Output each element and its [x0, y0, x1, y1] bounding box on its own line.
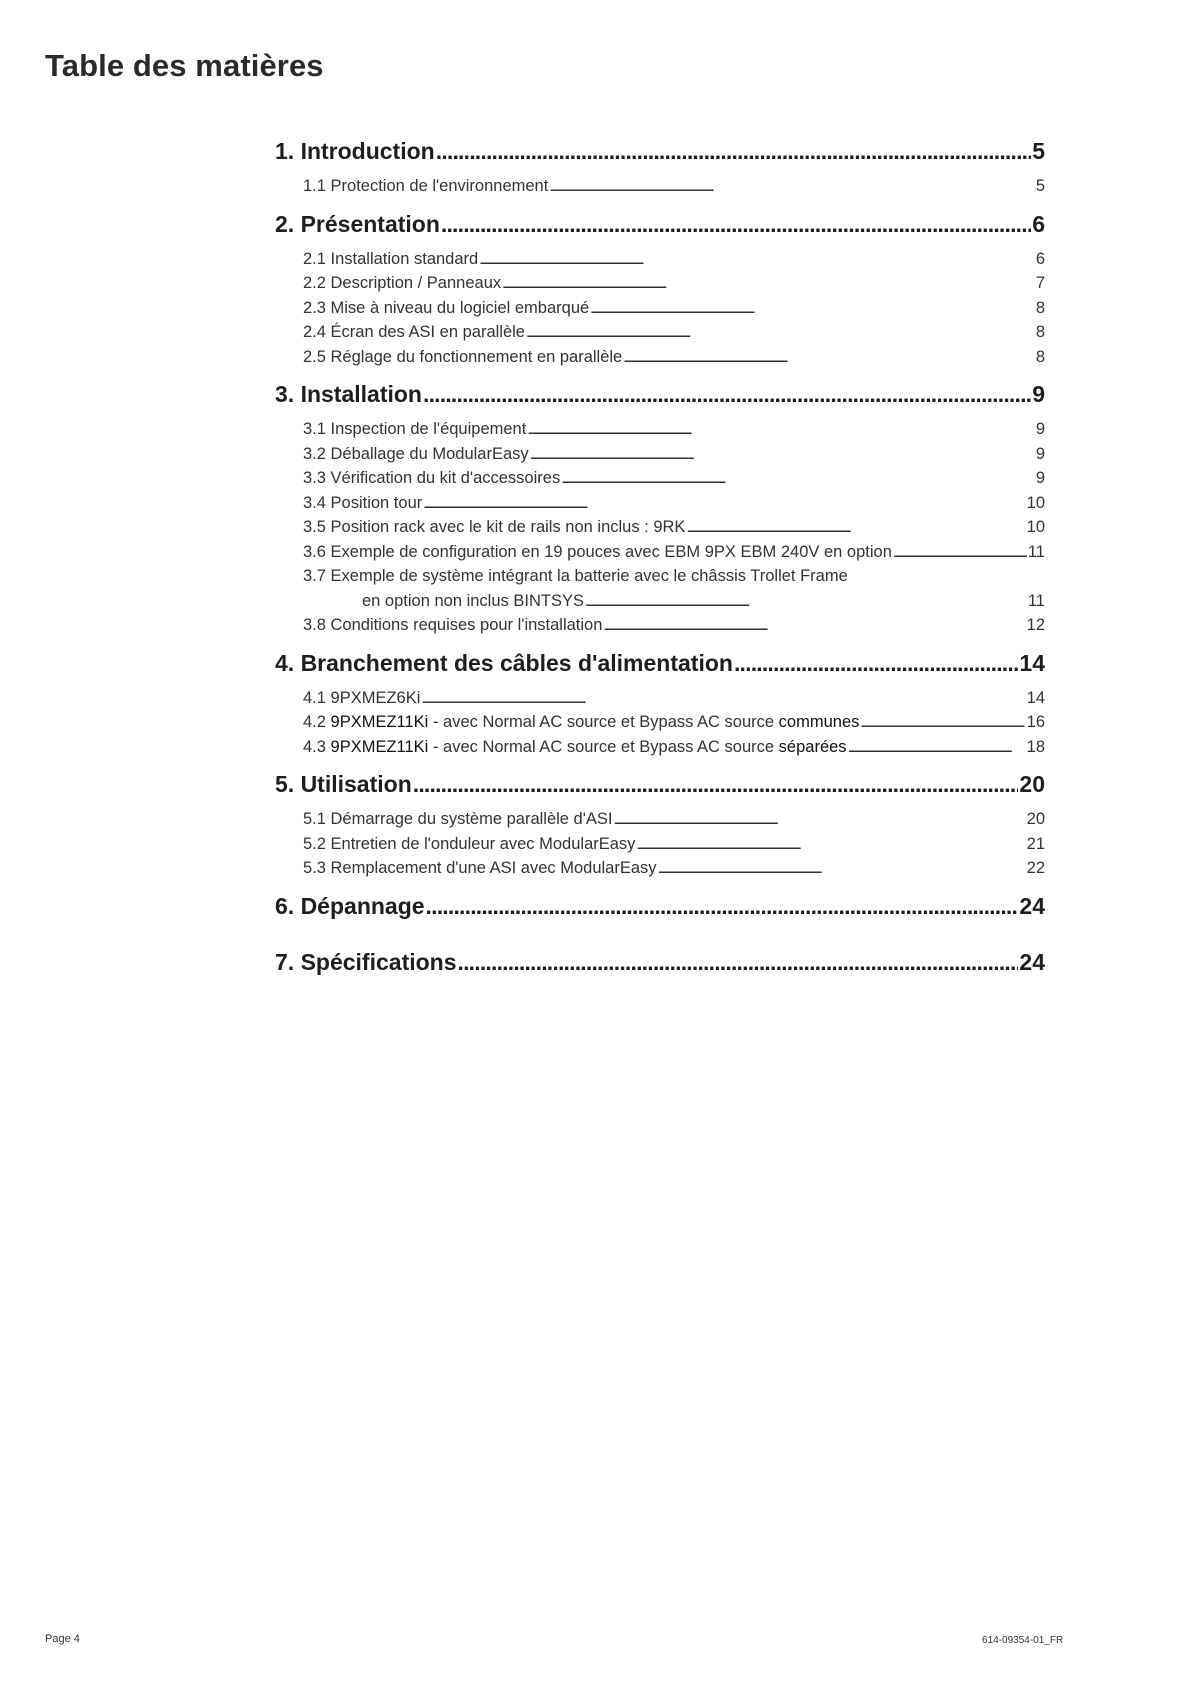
- dot-leader: [423, 379, 1031, 409]
- toc-entry-4-3[interactable]: [303, 735, 1045, 760]
- dot-leader: [436, 136, 1031, 166]
- toc-entry-4-1[interactable]: [303, 686, 1045, 711]
- toc-entry-label: 1.1 Protection de l'environnement: [303, 177, 549, 195]
- toc-page-number: 10: [1026, 493, 1045, 512]
- toc-page-number: 20: [1026, 810, 1045, 828]
- toc-entry-label: 2.3 Mise à niveau du logiciel embarqué: [303, 298, 590, 317]
- page-title: Table des matières: [45, 48, 324, 83]
- toc-page-number: 21: [1026, 834, 1045, 853]
- toc-entry-3-8[interactable]: [303, 613, 1045, 638]
- dot-leader: [860, 710, 1025, 735]
- dot-leader: [526, 320, 1035, 345]
- toc-entry-5-1[interactable]: [303, 807, 1045, 832]
- toc-entry-label: 2.4 Écran des ASI en parallèle: [303, 323, 525, 341]
- footer-page-number: Page 4: [45, 1633, 80, 1645]
- toc-entry-label: 3.5 Position rack avec le kit de rails non inclus : 9RK: [303, 518, 686, 536]
- toc-entry-description: - avec Normal AC source et Bypass AC source: [428, 737, 779, 756]
- toc-entry-model: 9PXMEZ11Ki: [330, 713, 429, 731]
- toc-entry-branchement[interactable]: [275, 648, 1045, 678]
- dot-leader: [441, 209, 1031, 239]
- dot-leader: [603, 613, 1025, 638]
- toc-entry-label: 5.3 Remplacement d'une ASI avec ModularEasy: [303, 859, 657, 877]
- toc-entry-label: 2.2 Description / Panneaux: [303, 274, 502, 292]
- toc-entry-label: 2.1 Installation standard: [303, 249, 479, 268]
- toc-page-number: 8: [1035, 298, 1045, 317]
- toc-section-installation: [275, 379, 1045, 638]
- toc-page-number: 24: [1019, 892, 1045, 919]
- toc-page-number: 16: [1026, 713, 1045, 731]
- toc-page-number: 9: [1032, 381, 1045, 407]
- dot-leader: [585, 589, 1027, 614]
- toc-page-number: 5: [1035, 177, 1045, 195]
- dot-leader: [734, 648, 1018, 678]
- toc-entry-label: 2.5 Réglage du fonctionnement en parallèle: [303, 347, 623, 366]
- toc-entry-number: 4.3: [303, 737, 331, 756]
- toc-section-introduction: [275, 136, 1045, 199]
- dot-leader: [590, 296, 1035, 321]
- dot-leader: [502, 271, 1035, 296]
- toc-entry-1-1[interactable]: [303, 174, 1045, 199]
- dot-leader: [658, 856, 1026, 881]
- toc-page-number: 12: [1026, 616, 1045, 634]
- toc-section-presentation: [275, 209, 1045, 370]
- toc-section-branchement: [275, 648, 1045, 760]
- toc-entry-label: 3.8 Conditions requises pour l'installation: [303, 616, 603, 634]
- toc-entry-2-5[interactable]: [303, 345, 1045, 370]
- toc-entry-emphasis: communes: [778, 713, 860, 731]
- toc-entry-introduction[interactable]: [275, 136, 1045, 166]
- toc-entry-4-2[interactable]: [303, 710, 1045, 735]
- dot-leader: [848, 735, 1026, 760]
- toc-entry-3-3[interactable]: [303, 466, 1045, 491]
- toc-page-number: 10: [1026, 518, 1045, 536]
- toc-entry-utilisation[interactable]: [275, 769, 1045, 799]
- toc-section-specifications: [275, 947, 1045, 977]
- toc-entry-label: [303, 735, 847, 760]
- toc-section-depannage: [275, 891, 1045, 947]
- toc-page-number: 7: [1035, 274, 1045, 292]
- toc-entry-label: 7. Spécifications: [275, 948, 457, 975]
- dot-leader: [623, 345, 1035, 370]
- dot-leader: [426, 891, 1019, 921]
- toc-entry-label: 6. Dépannage: [275, 892, 425, 919]
- toc-entry-3-4[interactable]: [303, 491, 1045, 516]
- toc-entry-3-7-line-1[interactable]: 3.7 Exemple de système intégrant la batterie avec le châssis Trollet Frame: [303, 567, 848, 585]
- toc-entry-label: 2. Présentation: [275, 210, 440, 237]
- toc-page-number: 11: [1027, 542, 1045, 561]
- toc-page-number: 20: [1019, 771, 1045, 797]
- toc-page-number: 14: [1019, 649, 1045, 676]
- toc-entry-number: 4.2: [303, 713, 331, 731]
- dot-leader: [549, 174, 1035, 199]
- dot-leader: [893, 540, 1027, 565]
- toc-entry-label: 4. Branchement des câbles d'alimentation: [275, 649, 733, 676]
- toc-entry-model: 9PXMEZ11Ki: [330, 737, 429, 756]
- footer-document-id: 614-09354-01_FR: [982, 1635, 1064, 1646]
- toc-entry-label: 3.4 Position tour: [303, 493, 423, 512]
- toc-entry-5-3[interactable]: [303, 856, 1045, 881]
- toc-entry-presentation[interactable]: [275, 209, 1045, 239]
- toc-page-number: 9: [1035, 420, 1045, 438]
- toc-entry-label: 3.3 Vérification du kit d'accessoires: [303, 469, 561, 487]
- toc-page-number: 14: [1026, 688, 1045, 707]
- toc-entry-label: 5.1 Démarrage du système parallèle d'ASI: [303, 810, 613, 828]
- toc-entry-2-1[interactable]: [303, 247, 1045, 272]
- toc-page-number: 24: [1019, 948, 1045, 975]
- table-of-contents: [275, 136, 1045, 977]
- toc-entry-label: 3.2 Déballage du ModularEasy: [303, 444, 529, 463]
- toc-page-number: 6: [1032, 210, 1045, 237]
- toc-entry-3-5[interactable]: [303, 515, 1045, 540]
- dot-leader: [458, 947, 1019, 977]
- toc-entry-label: 5. Utilisation: [275, 771, 412, 797]
- toc-entry-depannage[interactable]: [275, 891, 1045, 921]
- dot-leader: [479, 247, 1035, 272]
- toc-entry-label: 3.6 Exemple de configuration en 19 pouces avec EBM 9PX EBM 240V en option: [303, 542, 892, 561]
- toc-entry-label: 4.1 9PXMEZ6Ki: [303, 688, 421, 707]
- dot-leader: [423, 491, 1025, 516]
- toc-entry-3-1[interactable]: [303, 417, 1045, 442]
- toc-entry-label: 1. Introduction: [275, 138, 435, 164]
- toc-entry-3-2[interactable]: [303, 442, 1045, 467]
- dot-leader: [527, 417, 1035, 442]
- toc-entry-label: en option non inclus BINTSYS: [362, 591, 584, 610]
- toc-entry-label: [303, 710, 859, 735]
- toc-page-number: 22: [1026, 859, 1045, 877]
- dot-leader: [413, 769, 1019, 799]
- dot-leader: [636, 832, 1025, 857]
- dot-leader: [530, 442, 1035, 467]
- toc-page-number: 9: [1035, 469, 1045, 487]
- dot-leader: [613, 807, 1025, 832]
- toc-page-number: 8: [1035, 347, 1045, 366]
- toc-entry-3-7[interactable]: [303, 589, 1045, 614]
- toc-entry-description: - avec Normal AC source et Bypass AC source: [428, 713, 779, 731]
- toc-page-number: 5: [1032, 138, 1045, 164]
- toc-page-number: 11: [1027, 591, 1045, 610]
- dot-leader: [421, 686, 1025, 711]
- toc-entry-specifications[interactable]: [275, 947, 1045, 977]
- toc-entry-3-6[interactable]: [303, 540, 1045, 565]
- toc-entry-2-3[interactable]: [303, 296, 1045, 321]
- toc-entry-label: 3.1 Inspection de l'équipement: [303, 420, 527, 438]
- toc-entry-5-2[interactable]: [303, 832, 1045, 857]
- toc-page-number: 18: [1026, 737, 1045, 756]
- toc-entry-label: 3. Installation: [275, 381, 422, 407]
- toc-entry-2-4[interactable]: [303, 320, 1045, 345]
- toc-entry-installation[interactable]: [275, 379, 1045, 409]
- toc-entry-emphasis: séparées: [778, 737, 847, 756]
- toc-page-number: 6: [1035, 249, 1045, 268]
- toc-section-utilisation: [275, 769, 1045, 881]
- toc-page-number: 9: [1035, 444, 1045, 463]
- toc-entry-2-2[interactable]: [303, 271, 1045, 296]
- toc-page-number: 8: [1035, 323, 1045, 341]
- dot-leader: [561, 466, 1035, 491]
- dot-leader: [686, 515, 1025, 540]
- toc-entry-label: 5.2 Entretien de l'onduleur avec ModularEasy: [303, 834, 636, 853]
